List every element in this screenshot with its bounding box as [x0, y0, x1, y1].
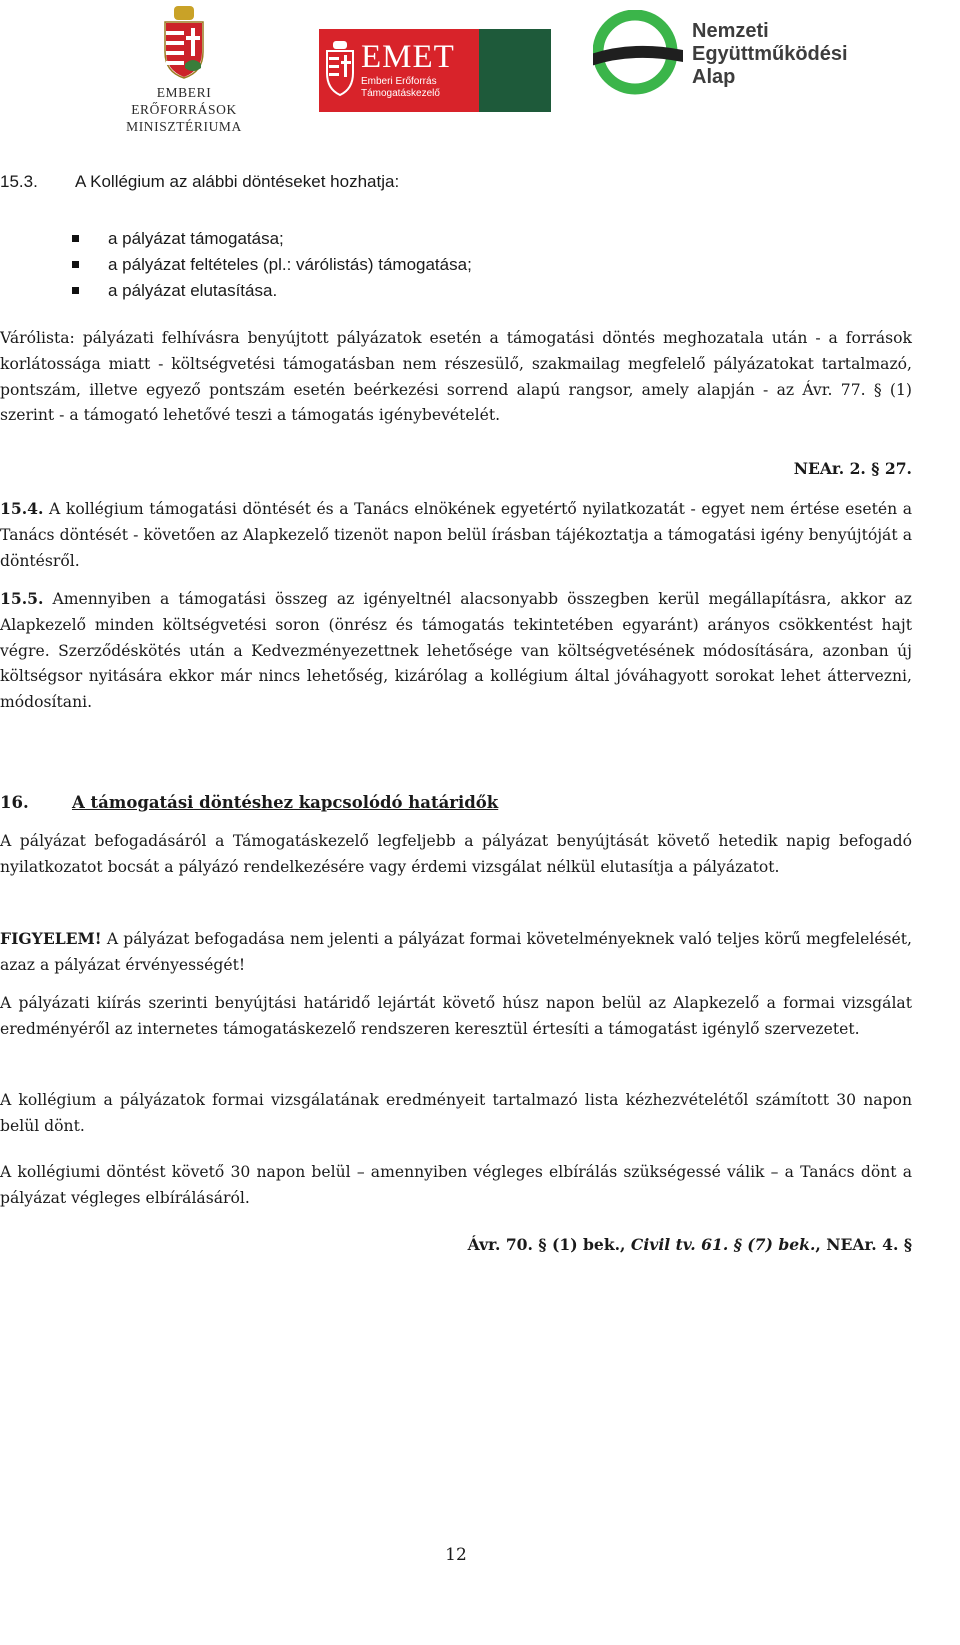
section-number: 15.4. — [0, 499, 44, 518]
warning-paragraph: FIGYELEM! A pályázat befogadása nem jelenti a pályázat formai követelményeknek való teljes körű megfelelését, azaz a pályázat érvényességét! — [0, 929, 912, 974]
list-item: a pályázat elutasítása. — [68, 278, 472, 304]
paragraph: A kollégium a pályázatok formai vizsgálatának eredményeit tartalmazó lista kézhezvételétől számított 30 napon belül dönt. — [0, 1091, 912, 1135]
nea-name: Nemzeti Együttműködési Alap — [692, 20, 848, 88]
section-text: A kollégium támogatási döntését és a Tanács elnökének egyetértő nyilatkozatát - egyet nem értése esetén a Tanács döntését - követően az Alapkezelő tizenöt napon belül írásban tájékoztatja a támogatási igény benyújtóját a döntésről. — [0, 500, 912, 570]
list-item: a pályázat feltételes (pl.: várólistás) támogatása; — [68, 252, 472, 278]
emmi-org-name: EMBERI ERŐFORRÁSOK MINISZTÉRIUMA — [126, 85, 242, 134]
list-item: a pályázat támogatása; — [68, 226, 472, 252]
section-title: A támogatási döntéshez kapcsolódó határidők — [72, 793, 499, 812]
nea-logo — [593, 10, 893, 105]
hungarian-coat-of-arms-icon — [161, 6, 207, 80]
warning-label: FIGYELEM! — [0, 929, 102, 948]
emet-brand: EMET — [361, 39, 455, 75]
paragraph: A pályázati kiírás szerinti benyújtási határidő lejártát követő húsz napon belül az Alapkezelő a formai vizsgálat eredményéről az internetes támogatáskezelő rendszeren keresztül értesíti a támogatást igénylő szervezetet. — [0, 994, 912, 1038]
legal-reference: Ávr. 70. § (1) bek., Civil tv. 61. § (7) bek., NEAr. 4. § — [467, 1235, 912, 1254]
page-number: 12 — [445, 1545, 467, 1565]
section-text: A Kollégium az alábbi döntéseket hozhatja: — [75, 172, 400, 191]
section-text: Amennyiben a támogatási összeg az igényeltnél alacsonyabb összegben kerül megállapításra, akkor az Alapkezelő minden költségvetési soron (önrész és támogatás tekintetében egyaránt) arányos csökkentést hajt végre. Szerződéskötés után a Kedvezményezettnek lehetősége van költségvetésének módosítására, azonban új költségsor nyitására ekkor már nincs lehetőség, kizárólag a kollégium által jóváhagyott sorokat lehet áttervezni, módosítani. — [0, 590, 912, 712]
section-number: 15.5. — [0, 589, 44, 608]
emet-logo — [319, 29, 551, 112]
emet-subtitle: Emberi Erőforrás Támogatáskezelő — [361, 76, 440, 99]
square-bullet-icon — [72, 235, 79, 242]
emmi-logo — [104, 6, 264, 134]
section-number: 15.3. — [0, 172, 38, 191]
section-15-5 — [0, 586, 912, 716]
header-logos — [0, 0, 960, 134]
section-15-4 — [0, 496, 912, 574]
section-16-title — [0, 790, 498, 816]
legal-reference: NEAr. 2. § 27. — [793, 459, 912, 478]
varolista-paragraph: Várólista: pályázati felhívásra benyújtott pályázatok esetén a támogatási döntés meghozatala után - a források korlátossága miatt - költségvetési támogatásban nem részesülő, szakmailag megfelelő pályázatokat tartalmazó, pontszám, illetve egyező pontszám esetén beérkezési sorrend alapú rangsor, amely alapján - az Ávr. 77. § (1) szerint - a támogató lehetővé teszi a támogatás igénybevételét. — [0, 329, 912, 425]
paragraph: A pályázat befogadásáról a Támogatáskezelő legfeljebb a pályázat benyújtását követő hetedik napig befogadó nyilatkozatot bocsát a pályázó rendelkezésére vagy érdemi vizsgálat nélkül elutasítja a pályázatot. — [0, 832, 912, 876]
nea-circle-icon — [593, 10, 683, 100]
decision-list — [68, 226, 472, 304]
section-15-3-heading — [0, 172, 912, 192]
section-number: 16. — [0, 793, 29, 812]
square-bullet-icon — [72, 287, 79, 294]
emet-crest-icon — [325, 41, 355, 97]
paragraph: A kollégiumi döntést követő 30 napon belül – amennyiben végleges elbírálás szükségessé válik – a Tanács dönt a pályázat végleges elbírálásáról. — [0, 1163, 912, 1207]
square-bullet-icon — [72, 261, 79, 268]
